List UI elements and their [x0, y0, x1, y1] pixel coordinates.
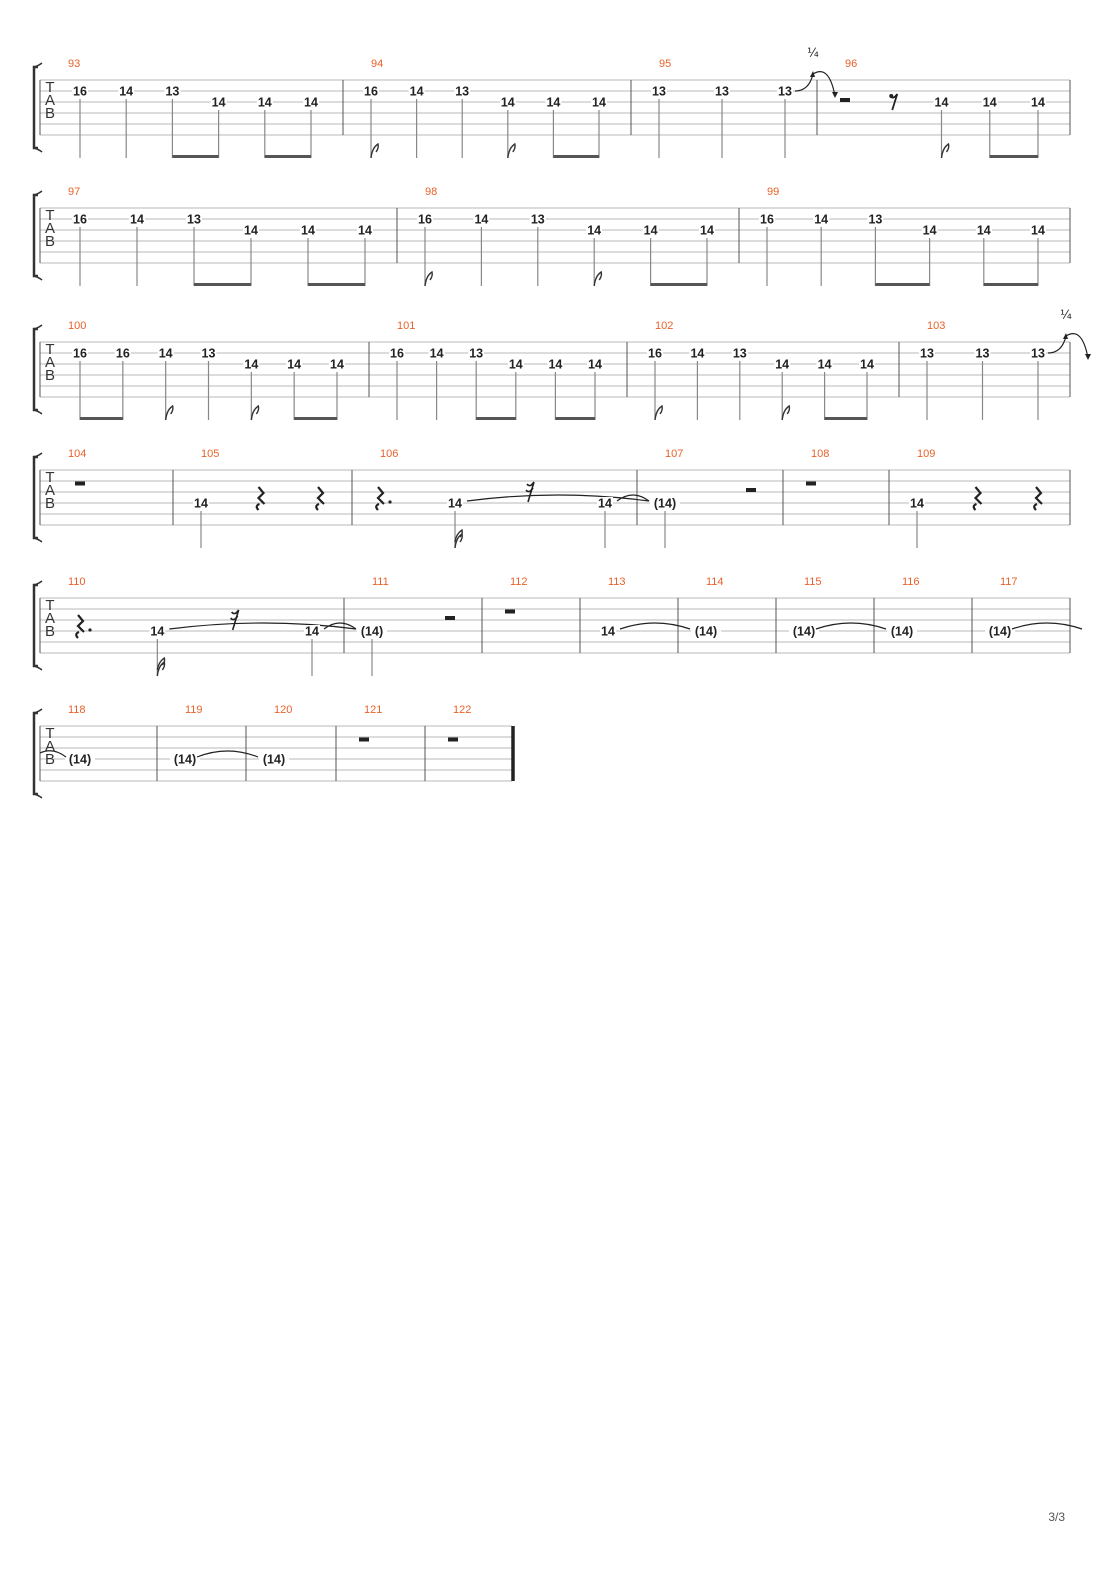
fret-number: 14: [244, 357, 259, 372]
release-arrowhead: [1085, 354, 1091, 360]
fret-number: 14: [910, 496, 924, 511]
fret-number: 14: [429, 346, 444, 361]
fret-number: 13: [920, 346, 934, 361]
fret-number: (14): [173, 752, 197, 767]
fret-number: 14: [601, 624, 615, 639]
beam: [555, 417, 595, 420]
measure: [806, 448, 829, 486]
measure: [359, 704, 382, 742]
beam: [294, 417, 337, 420]
fret-number: 14: [934, 95, 949, 110]
fret-number: 14: [330, 357, 344, 372]
fret-number: 14: [1031, 95, 1045, 110]
tie-arc: [620, 623, 690, 629]
bend-amount: ¼: [1060, 308, 1072, 322]
fret-number: 14: [548, 357, 563, 372]
measure: [650, 448, 756, 548]
tab-system: [34, 186, 1070, 286]
fret-number: 13: [778, 84, 792, 99]
fret-number: 14: [598, 496, 612, 511]
measure-number: 119: [185, 704, 203, 716]
measure-number: 102: [655, 320, 674, 332]
fret-number: (14): [694, 624, 718, 639]
tab-clef-letter: T: [45, 79, 55, 96]
beam: [553, 155, 599, 158]
measure-number: 121: [364, 704, 383, 716]
measure-number: 103: [927, 320, 946, 332]
system-bracket: [34, 585, 38, 666]
tab-clef-letter: B: [44, 623, 56, 640]
beam: [308, 283, 365, 286]
measure-number: 99: [767, 186, 780, 198]
measure-number: 110: [68, 576, 86, 588]
fret-number: 14: [643, 223, 658, 238]
tab-clef-letter: A: [44, 220, 56, 237]
measure: [170, 704, 258, 767]
measure: [363, 58, 607, 158]
fret-number: (14): [653, 496, 677, 511]
measure-number: 94: [371, 58, 384, 70]
fret-number: 14: [257, 95, 272, 110]
measure: [840, 58, 1046, 158]
fret-number: 14: [860, 357, 874, 372]
note-flag: [251, 406, 258, 420]
measure-number: 116: [902, 576, 920, 588]
fret-number: 13: [1031, 346, 1045, 361]
fret-number: 13: [187, 212, 201, 227]
fret-number: 13: [165, 84, 180, 99]
measure: [887, 576, 920, 639]
tab-clef-letter: A: [44, 354, 56, 371]
tie-arc: [816, 623, 886, 629]
note-flag: [942, 144, 949, 158]
measure: [68, 448, 86, 486]
fret-number: 13: [201, 346, 216, 361]
quarter-rest: [76, 615, 84, 638]
fret-number: (14): [988, 624, 1012, 639]
bend-arrowhead: [1063, 333, 1068, 339]
half-rest: [746, 488, 756, 492]
measure: [600, 576, 690, 639]
tab-system: [34, 308, 1091, 420]
beam: [875, 283, 929, 286]
tie-arc: [1012, 623, 1082, 629]
system-bracket: [34, 329, 38, 410]
fret-number: 14: [301, 223, 315, 238]
fret-number: (14): [68, 752, 92, 767]
fret-number: 14: [305, 624, 319, 639]
fret-number: 14: [922, 223, 937, 238]
fret-number: 16: [73, 84, 87, 99]
quarter-rest: [257, 487, 265, 510]
fret-number: 14: [690, 346, 705, 361]
fret-number: 16: [648, 346, 662, 361]
measure: [376, 448, 649, 548]
quarter-rest: [1034, 487, 1042, 510]
fret-number: 14: [287, 357, 302, 372]
system-bracket: [34, 67, 38, 148]
fret-number: 14: [587, 223, 602, 238]
quarter-rest: [974, 487, 982, 510]
measure-number: 111: [372, 576, 389, 588]
fret-number: 13: [975, 346, 990, 361]
fret-number: 14: [448, 496, 462, 511]
fret-number: 14: [817, 357, 832, 372]
measure: [417, 186, 715, 286]
measure-number: 98: [425, 186, 438, 198]
measure: [68, 320, 345, 420]
whole-rest: [359, 738, 369, 742]
fret-number: 14: [976, 223, 991, 238]
tab-clef-letter: A: [44, 738, 56, 755]
whole-rest: [806, 482, 816, 486]
tab-clef-letter: B: [44, 367, 56, 384]
tab-clef-letter: B: [44, 105, 56, 122]
system-bracket: [34, 457, 38, 538]
release-arrowhead: [832, 92, 838, 98]
fret-number: 14: [982, 95, 997, 110]
half-rest: [840, 98, 850, 102]
tab-system: [34, 704, 513, 798]
fret-number: 14: [474, 212, 489, 227]
fret-number: 14: [592, 95, 606, 110]
tab-clef-letter: A: [44, 482, 56, 499]
note-flag: [594, 272, 601, 286]
measure-number: 117: [1000, 576, 1018, 588]
fret-number: 13: [530, 212, 545, 227]
measure-number: 115: [804, 576, 822, 588]
fret-number: 14: [775, 357, 790, 372]
tab-clef-letter: B: [44, 751, 56, 768]
fret-number: (14): [360, 624, 384, 639]
measure-number: 120: [274, 704, 293, 716]
measure-number: 100: [68, 320, 87, 332]
fret-number: 16: [364, 84, 378, 99]
measure: [985, 576, 1082, 639]
measure: [68, 186, 373, 286]
measure-number: 112: [510, 576, 528, 588]
half-rest: [445, 616, 455, 620]
measure: [68, 576, 356, 676]
measure-number: 122: [453, 704, 472, 716]
system-bracket: [34, 713, 38, 794]
measure: [389, 320, 603, 420]
fret-number: (14): [890, 624, 914, 639]
fret-number: 14: [500, 95, 515, 110]
measure: [505, 576, 528, 614]
tab-clef-letter: B: [44, 233, 56, 250]
fret-number: 14: [119, 84, 134, 99]
fret-number: 14: [814, 212, 829, 227]
beam: [194, 283, 251, 286]
fret-number: 14: [211, 95, 226, 110]
fret-number: 16: [418, 212, 432, 227]
whole-rest: [75, 482, 85, 486]
fret-number: 13: [868, 212, 883, 227]
measure-number: 105: [201, 448, 220, 460]
beam: [172, 155, 218, 158]
measure-number: 107: [665, 448, 684, 460]
measure-number: 104: [68, 448, 87, 460]
beam: [80, 417, 123, 420]
beam: [825, 417, 867, 420]
measure: [909, 448, 1042, 548]
quarter-rest: [376, 487, 384, 510]
fret-number: 16: [760, 212, 774, 227]
fret-number: (14): [262, 752, 286, 767]
rest-dot: [388, 500, 391, 503]
beam: [265, 155, 311, 158]
tab-clef-letter: T: [45, 207, 55, 224]
tie-arc: [197, 751, 258, 757]
beam: [990, 155, 1038, 158]
tab-clef-letter: T: [45, 597, 55, 614]
fret-number: 16: [115, 346, 130, 361]
fret-number: 14: [358, 223, 372, 238]
measure-number: 93: [68, 58, 81, 70]
fret-number: 13: [715, 84, 729, 99]
fret-number: 13: [732, 346, 747, 361]
note-flag: [655, 406, 662, 420]
fret-number: 14: [409, 84, 424, 99]
fret-number: 16: [73, 212, 87, 227]
measure-number: 109: [917, 448, 936, 460]
fret-number: 14: [244, 223, 258, 238]
rest-dot: [88, 628, 91, 631]
measure: [789, 576, 886, 639]
measure: [357, 576, 455, 676]
measure-number: 113: [608, 576, 626, 588]
measure-number: 114: [706, 576, 724, 588]
tab-clef-letter: T: [45, 469, 55, 486]
measure: [259, 704, 292, 767]
bend-arrow: [795, 72, 835, 96]
fret-number: 13: [469, 346, 484, 361]
fret-number: 13: [455, 84, 470, 99]
measure: [193, 448, 324, 548]
fret-number: 16: [73, 346, 87, 361]
measure: [448, 704, 471, 742]
fret-number: 14: [150, 624, 165, 639]
fret-number: 14: [700, 223, 714, 238]
fret-number: 14: [194, 496, 208, 511]
beam: [476, 417, 516, 420]
quarter-rest: [316, 487, 324, 510]
fret-number: 13: [652, 84, 666, 99]
system-bracket: [34, 195, 38, 276]
beam: [984, 283, 1038, 286]
tab-clef-letter: B: [44, 495, 56, 512]
tab-system: [34, 448, 1070, 548]
note-flag: [508, 144, 515, 158]
measure-number: 118: [68, 704, 86, 716]
measure-number: 108: [811, 448, 830, 460]
fret-number: 14: [1031, 223, 1045, 238]
measure-number: 97: [68, 186, 81, 198]
measure-number: 95: [659, 58, 672, 70]
note-flag: [782, 406, 789, 420]
measure: [691, 576, 724, 639]
tab-clef-letter: T: [45, 341, 55, 358]
whole-rest: [505, 610, 515, 614]
tab-clef-letter: T: [45, 725, 55, 742]
fret-number: 14: [546, 95, 561, 110]
note-flag: [166, 406, 173, 420]
tab-system: [34, 576, 1082, 676]
fret-number: 14: [130, 212, 144, 227]
fret-number: 14: [304, 95, 318, 110]
tab-clef-letter: A: [44, 92, 56, 109]
fret-number: 14: [158, 346, 173, 361]
fret-number: (14): [792, 624, 816, 639]
measure-number: 106: [380, 448, 399, 460]
measure-number: 101: [397, 320, 416, 332]
fret-number: 14: [508, 357, 523, 372]
measure: [68, 58, 319, 158]
page-number: 3/3: [1048, 1510, 1065, 1524]
whole-rest: [448, 738, 458, 742]
bend-amount: ¼: [807, 46, 819, 60]
measure: [759, 186, 1046, 286]
rest-dot: [889, 94, 893, 98]
beam: [651, 283, 707, 286]
note-flag: [371, 144, 378, 158]
note-flag: [425, 272, 432, 286]
fret-number: 16: [390, 346, 404, 361]
tab-clef-letter: A: [44, 610, 56, 627]
bend-arrow: [1048, 334, 1088, 358]
tab-system: [34, 46, 1070, 158]
measure-number: 96: [845, 58, 858, 70]
fret-number: 14: [588, 357, 602, 372]
bend-arrowhead: [810, 71, 815, 77]
measure: [647, 320, 875, 420]
